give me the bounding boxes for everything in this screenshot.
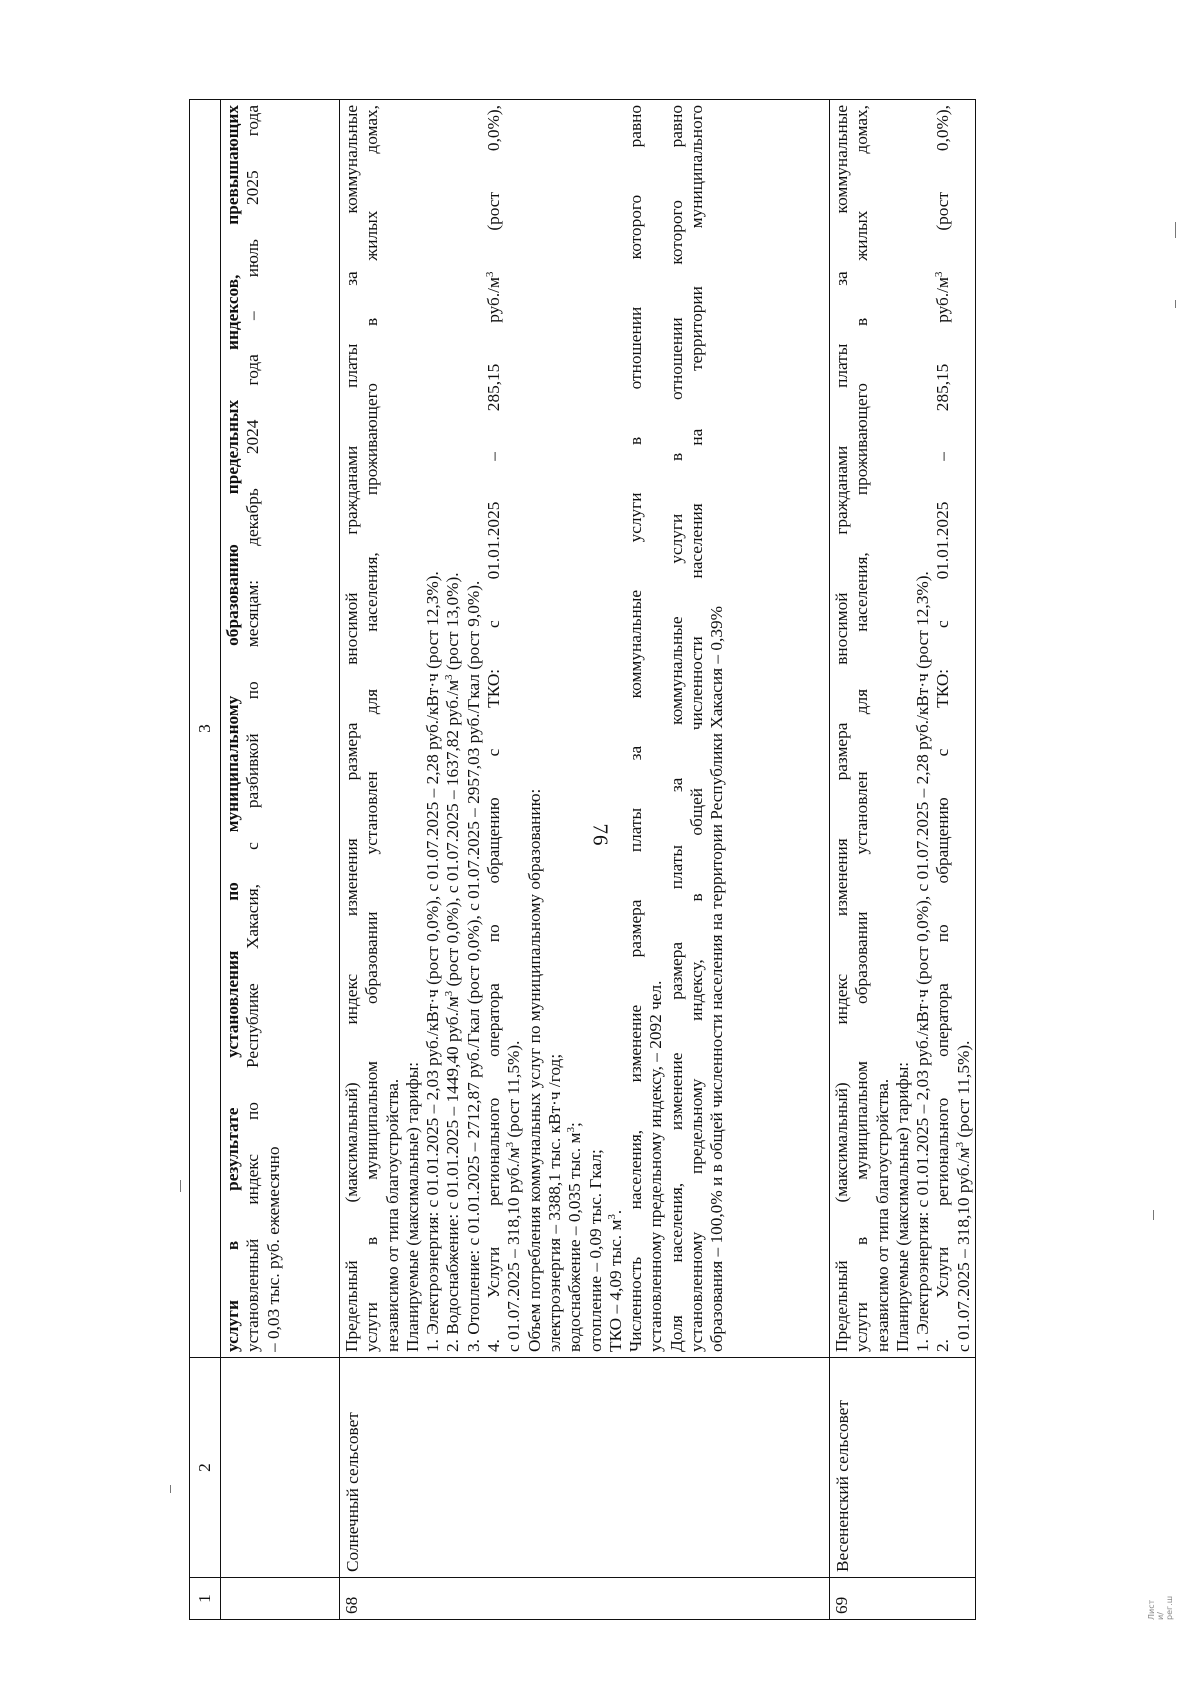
text-line: – 0,03 тыс. руб. ежемесячно [263,1146,283,1352]
row-content-cell [830,100,976,1358]
row-content-cell [221,100,340,1358]
table-row-continuation [221,100,340,1620]
scan-speck [1175,222,1176,238]
data-table [189,99,976,1620]
row-content-cell [340,100,830,1358]
table-row-68 [340,100,830,1620]
text-line: электроэнергия – 3388,1 тыс. кВт·ч /год; [544,1053,564,1352]
text-line: установленному предельному индексу, – 2092 чел. [646,980,666,1352]
text-line: услуги в муниципальном образовании установлен для населения, проживающего в жилых домах, [362,105,382,1352]
page-number: 76 [588,823,613,847]
row-municipality-name: Солнечный сельсовет [340,1358,830,1578]
text-line: Объем потребления коммунальных услуг по муниципальному образованию: [524,788,544,1352]
text-line: установленный индекс по Республике Хакасия, с разбивкой по месяцам: декабрь 2024 года – июль 2025 года [243,105,263,1352]
column-header: 1 [190,1578,221,1620]
column-header: 3 [190,100,221,1358]
text-line: 1. Электроэнергия: с 01.01.2025 – 2,03 руб./кВт·ч (рост 0,0%), с 01.07.2025 – 2,28 руб./кВт·ч (рост 12,3%). [913,571,933,1352]
table-header-row [190,100,221,1620]
text-line: независимо от типа благоустройства. [382,1078,402,1352]
row-name-cell [221,1358,340,1578]
scan-speck [180,1180,181,1192]
margin-note: Лист и/рег.ш [1147,1595,1174,1620]
text-line: 2. Услуги регионального оператора по обращению с ТКО: с 01.01.2025 – 285,15 $руб./м^3$ (рост 0,0%), [933,105,953,1352]
text-line: Численность населения, изменение размера платы за коммунальные услуги в отношении которого равно [626,105,646,1352]
text-line: отопление – 0,09 тыс. Гкал; [585,1149,605,1352]
text-line: Предельный (максимальный) индекс изменения размера вносимой гражданами платы за коммунальные [342,105,361,1352]
scan-speck [170,1485,171,1493]
text-line: Доля населения, изменение размера платы за коммунальные услуги в отношении которого равно [666,105,686,1352]
text-line: образования – 100,0% и в общей численности населения на территории Республики Хакасия – 0,39% [707,605,727,1352]
row-municipality-name: Весененский сельсовет [830,1358,976,1578]
row-number: 69 [830,1578,976,1620]
text-line: независимо от типа благоустройства. [872,1078,892,1352]
text-line: установленному предельному индексу, в общей численности населения на территории муниципального [687,105,707,1352]
text-line: услуги в результате установления по муниципальному образованию предельных индексов, превышающих [223,105,242,1352]
rotated-page-content [189,100,1064,1620]
scan-speck [1175,300,1176,308]
text-line: 3. Отопление: с 01.01.2025 – 2712,87 руб./Гкал (рост 0,0%), с 01.07.2025 – 2957,03 руб./Гкал (рост 9,0%). [463,580,483,1352]
text-line: Предельный (максимальный) индекс изменения размера вносимой гражданами платы за коммунальные [832,105,851,1352]
text-line: с 01.07.2025 – 318,10 $руб./м^3$ (рост 11,5%). [953,1040,973,1352]
text-line: с 01.07.2025 – 318,10 $руб./м^3$ (рост 11,5%). [504,1040,524,1352]
text-line: водоснабжение – 0,035 тыс. $м^3$; [565,1122,585,1352]
text-line: Планируемые (максимальные) тарифы: [892,1061,912,1352]
text-line: 1. Электроэнергия: с 01.01.2025 – 2,03 руб./кВт·ч (рост 0,0%), с 01.07.2025 – 2,28 руб./кВт·ч (рост 12,3%). [423,571,443,1352]
table-row-69 [830,100,976,1620]
text-line: 4. Услуги регионального оператора по обращению с ТКО: с 01.01.2025 – 285,15 $руб./м^3$ (рост 0,0%), [484,105,504,1352]
text-line: услуги в муниципальном образовании установлен для населения, проживающего в жилых домах, [852,105,872,1352]
row-number-cell [221,1578,340,1620]
column-header: 2 [190,1358,221,1578]
row-number: 68 [340,1578,830,1620]
text-line: ТКО – 4,09 тыс. $м^3$. [605,1209,625,1352]
text-line: Планируемые (максимальные) тарифы: [402,1061,422,1352]
scan-speck [1153,1210,1154,1220]
text-line: 2. Водоснабжение: с 01.01.2025 – 1449,40 $руб./м^3$ (рост 0,0%), с 01.07.2025 – 1637,82 $руб./м^3$ (рост 13,0%). [443,572,463,1352]
